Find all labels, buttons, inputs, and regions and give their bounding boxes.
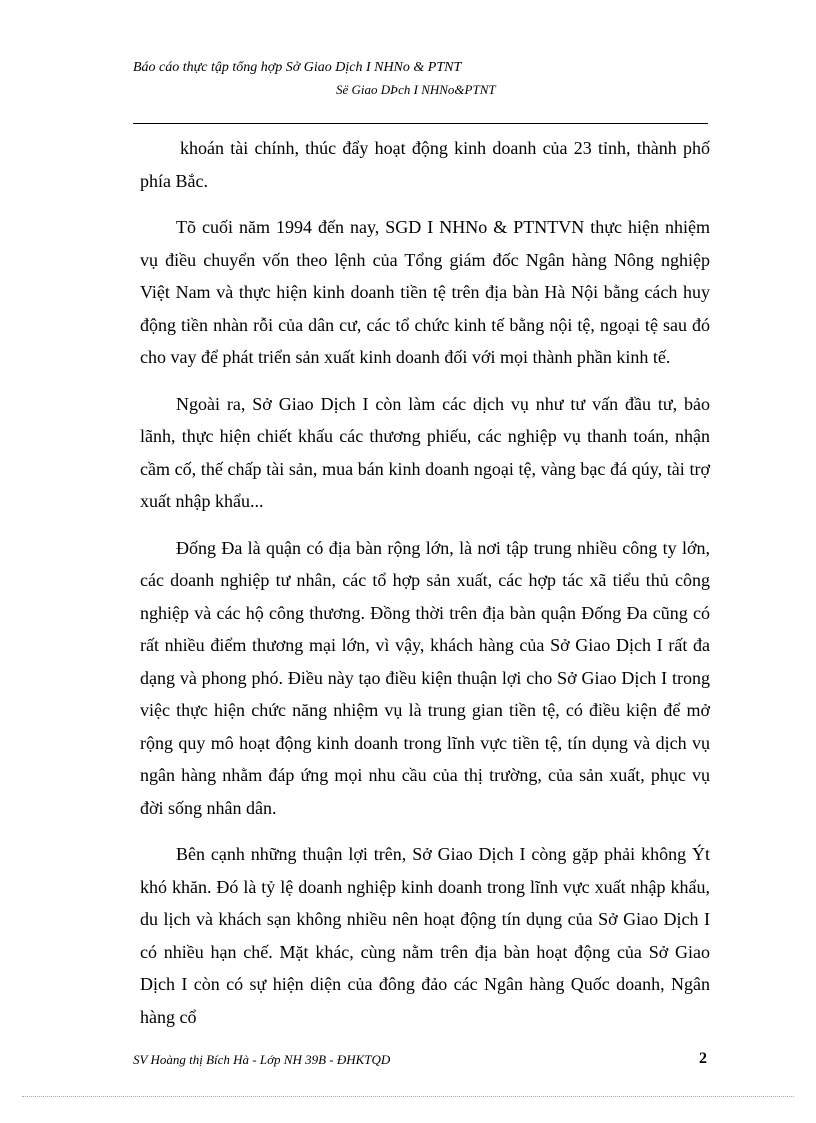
report-subtitle: Së Giao DÞch I NHNo&PTNT bbox=[336, 82, 496, 97]
paragraph-3: Ngoài ra, Sở Giao Dịch I còn làm các dịch vụ như tư vấn đầu tư, bảo lãnh, thực hiện chiết khấu các thương phiếu, các nghiệp vụ thanh toán, nhận cầm cố, thế chấp tài sản, mua bán kinh doanh ngoại tệ, vàng bạc đá qúy, tài trợ xuất nhập khẩu... bbox=[140, 393, 710, 511]
header-divider bbox=[133, 123, 708, 124]
report-title: Báo cáo thực tập tổng hợp Sở Giao Dịch I NHNo & PTNT bbox=[133, 60, 462, 75]
page-bottom-divider bbox=[22, 1096, 794, 1097]
paragraph-4: Đống Đa là quận có địa bàn rộng lớn, là nơi tập trung nhiều công ty lớn, các doanh nghiệp tư nhân, các tổ hợp sản xuất, các hợp tác xã tiểu thủ công nghiệp và các hộ công thương. Đồng thời trên địa bàn quận Đống Đa cũng có rất nhiều điểm thương mại lớn, vì vậy, khách hàng của Sở Giao Dịch I rất đa dạng và phong phó. Điều này tạo điều kiện thuận lợi cho Sở Giao Dịch I trong việc thực hiện chức năng nhiệm vụ là trung gian tiền tệ, có điều kiện để mở rộng quy mô hoạt động kinh doanh trong lĩnh vực tiền tệ, tín dụng và dịch vụ ngân hàng nhằm đáp ứng mọi nhu cầu của thị trường, của sản xuất, phục vụ đời sống nhân dân. bbox=[140, 537, 710, 818]
paragraph-1: khoán tài chính, thúc đẩy hoạt động kinh doanh của 23 tỉnh, thành phố phía Bắc. bbox=[140, 138, 710, 191]
document-body bbox=[140, 132, 710, 1047]
page-number: 2 bbox=[699, 1050, 707, 1067]
paragraph-5: Bên cạnh những thuận lợi trên, Sở Giao Dịch I còng gặp phải không Ýt khó khăn. Đó là tỷ lệ doanh nghiệp kinh doanh trong lĩnh vực xuất nhập khẩu, du lịch và khách sạn không nhiều nên hoạt động tín dụng của Sở Giao Dịch I có nhiều hạn chế. Mặt khác, cùng nằm trên địa bàn hoạt động của Sở Giao Dịch I còn có sự hiện diện của đông đảo các Ngân hàng Quốc doanh, Ngân hàng cổ bbox=[140, 844, 710, 1027]
paragraph-2: Tõ cuối năm 1994 đến nay, SGD I NHNo & PTNTVN thực hiện nhiệm vụ điều chuyển vốn theo lệnh của Tổng giám đốc Ngân hàng Nông nghiệp Việt Nam và thực hiện kinh doanh tiền tệ trên địa bàn Hà Nội bằng cách huy động tiền nhàn rỗi của dân cư, các tổ chức kinh tế bằng nội tệ, ngoại tệ sau đó cho vay để phát triển sản xuất kinh doanh đối với mọi thành phần kinh tế. bbox=[140, 217, 710, 367]
footer-author: SV Hoàng thị Bích Hà - Lớp NH 39B - ĐHKTQD bbox=[133, 1052, 391, 1067]
